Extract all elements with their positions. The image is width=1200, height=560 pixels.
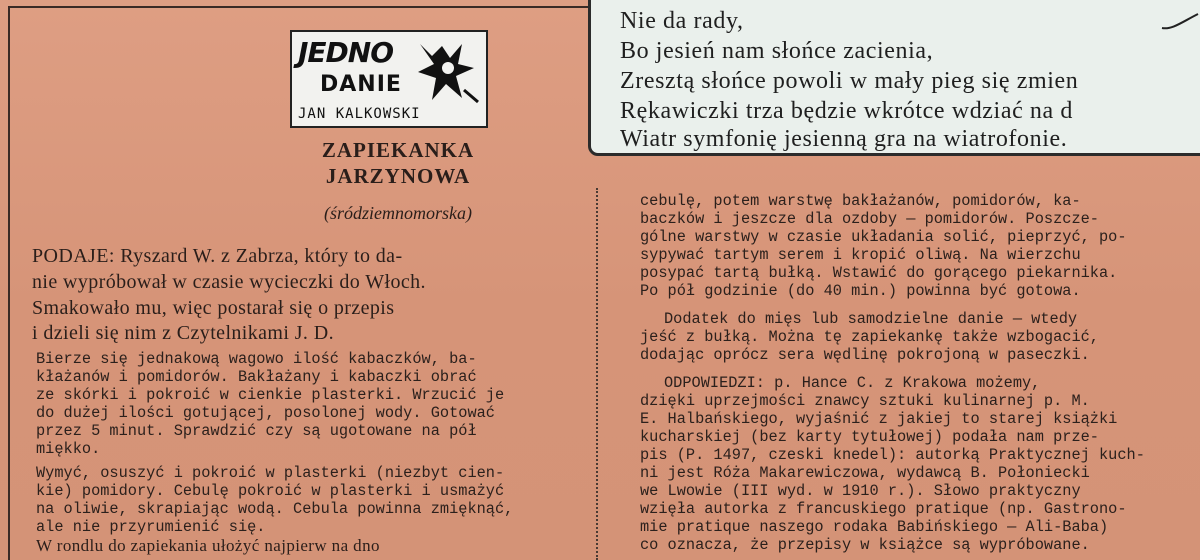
lead-line: PODAJE: Ryszard W. z Zabrza, który to da-: [32, 245, 403, 267]
body-line: cebulę, potem warstwę bakłażanów, pomidorów, ka-: [640, 192, 1081, 210]
body-line: ODPOWIEDZI: p. Hance C. z Krakowa możemy,: [664, 374, 1041, 392]
body-line: przez 5 minut. Sprawdzić czy są ugotowane na pół: [36, 422, 477, 440]
column-divider: [596, 188, 598, 560]
lead-line: i dzieli się nim z Czytelnikami J. D.: [32, 322, 334, 344]
body-line: dodając oprócz sera wędlinę pokrojoną w paseczki.: [640, 346, 1090, 364]
body-line: baczków i jeszcze dla ozdoby — pomidorów. Poszcze-: [640, 210, 1099, 228]
column-border-left: [8, 6, 10, 560]
body-line: Po pół godzinie (do 40 min.) powinna być gotowa.: [640, 282, 1081, 300]
body-line: Wymyć, osuszyć i pokroić w plasterki (niezbyt cien-: [36, 464, 505, 482]
lead-line: nie wypróbował w czasie wycieczki do Włoch.: [32, 271, 426, 293]
body-line: ze skórki i pokroić w cienkie plasterki. Wrzucić je: [36, 386, 505, 404]
body-line: kłażanów i pomidorów. Bakłażany i kabaczki obrać: [36, 368, 477, 386]
body-line: miękko.: [36, 440, 101, 458]
column-border-top: [8, 6, 593, 8]
poem-line: Nie da rady,: [620, 8, 744, 34]
logo-title: JEDNO: [298, 36, 394, 69]
article-subtitle: (śródziemnomorska): [324, 203, 472, 223]
lead-line: Smakowało mu, więc postarał się o przepis: [32, 297, 395, 319]
body-line: ale nie przyrumienić się.: [36, 518, 266, 536]
body-line: E. Halbańskiego, wyjaśnić z jakiej to starej książki: [640, 410, 1118, 428]
column-logo: [290, 30, 488, 128]
body-line: pis (P. 1497, czeski knedel): autorką Praktycznej kuch-: [640, 446, 1145, 464]
poem-line: Rękawiczki trza będzie wkrótce wdziać na d: [620, 98, 1073, 124]
body-line: Bierze się jednakową wagowo ilość kabaczków, ba-: [36, 350, 477, 368]
body-line: W rondlu do zapiekania ułożyć najpierw na dno: [36, 536, 380, 555]
body-line: kucharskiej (bez karty tytułowej) podała nam prze-: [640, 428, 1099, 446]
poem-line: Bo jesień nam słońce zacienia,: [620, 38, 934, 64]
chef-figure-icon: [412, 38, 484, 106]
logo-subtitle: DANIE: [320, 72, 402, 97]
body-line: do dużej ilości gotującej, posolonej wody. Gotować: [36, 404, 495, 422]
body-line: co oznacza, że przepisy w książce są wypróbowane.: [640, 536, 1090, 554]
poem-line: Wiatr symfonię jesienną gra na wiatrofonie.: [620, 126, 1068, 152]
poem-line: Zresztą słońce powoli w mały pieg się zmien: [620, 68, 1079, 94]
body-line: kie) pomidory. Cebulę pokroić w plasterki i usmażyć: [36, 482, 505, 500]
body-line: na oliwie, skrapiając wodą. Cebula powinna zmięknąć,: [36, 500, 514, 518]
body-line: gólne warstwy w czasie układania solić, pieprzyć, po-: [640, 228, 1127, 246]
body-line: we Lwowie (III wyd. w 1910 r.). Słowo praktyczny: [640, 482, 1081, 500]
body-line: Dodatek do mięs lub samodzielne danie — wtedy: [664, 310, 1078, 328]
body-line: sypywać tartym serem i kropić oliwą. Na wierzchu: [640, 246, 1081, 264]
article-title-line1: ZAPIEKANKA: [321, 138, 475, 162]
pen-stroke-icon: [1160, 10, 1200, 40]
body-line: ni jest Róża Makarewiczowa, wydawcą B. Połoniecki: [640, 464, 1090, 482]
article-title-line2: JARZYNOWA: [325, 164, 471, 188]
logo-author: JAN KALKOWSKI: [298, 106, 421, 122]
body-line: jeść z bułką. Można tę zapiekankę także wzbogacić,: [640, 328, 1099, 346]
body-line: wzięła autorka z francuskiego pratique (np. Gastrono-: [640, 500, 1127, 518]
body-line: posypać tartą bułką. Wstawić do gorącego piekarnika.: [640, 264, 1118, 282]
body-line: dzięki uprzejmości znawcy sztuki kulinarnej p. M.: [640, 392, 1090, 410]
body-line: mie pratique naszego rodaka Babińskiego — Ali-Baba): [640, 518, 1109, 536]
